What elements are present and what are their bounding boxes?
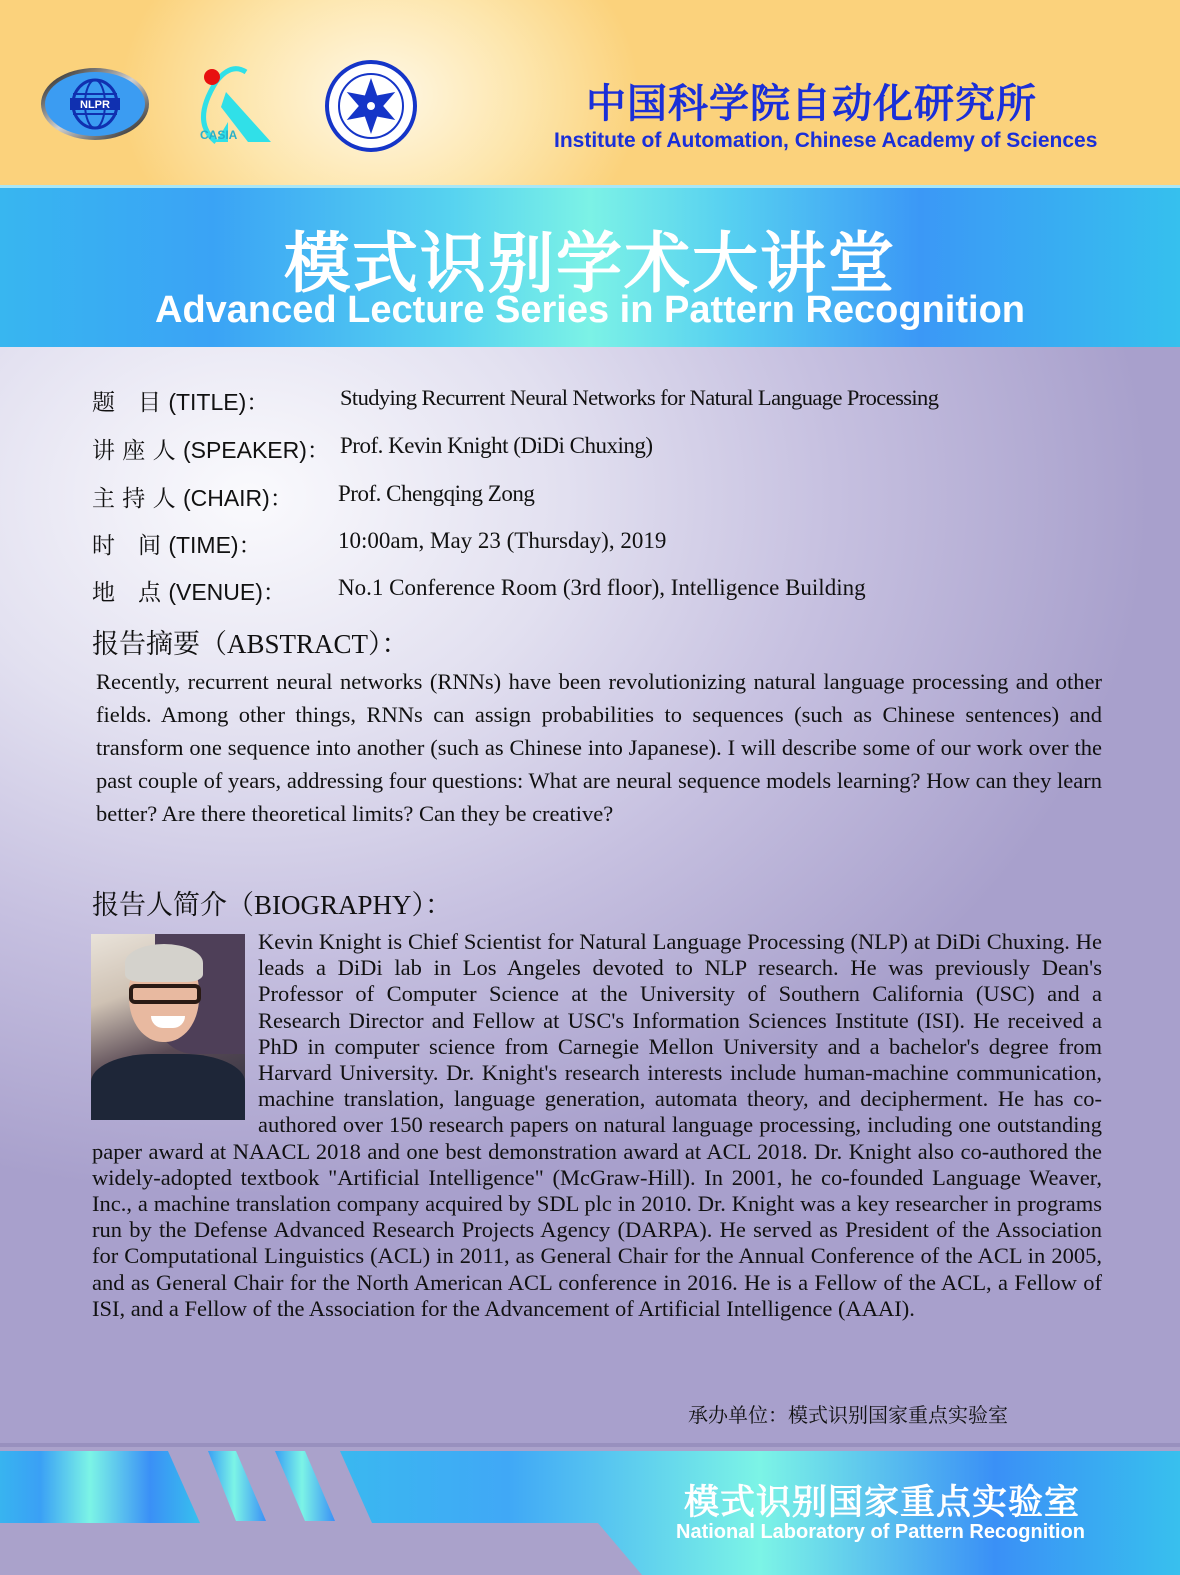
label-cn: 题 目	[92, 390, 161, 416]
label-en: (TIME)：	[168, 532, 262, 558]
label-en: (TITLE)：	[168, 389, 270, 415]
info-label	[92, 574, 286, 607]
lecture-time: 10:00am, May 23 (Thursday), 2019	[338, 528, 667, 553]
info-label	[92, 480, 293, 513]
svg-text:NLPR: NLPR	[80, 99, 110, 111]
biography-block	[92, 929, 1102, 1322]
svg-text:CASIA: CASIA	[200, 128, 238, 142]
speaker-name: Prof. Kevin Knight (DiDi Chuxing)	[340, 433, 653, 458]
label-en: (VENUE)：	[168, 579, 286, 605]
header	[0, 0, 1180, 185]
organizer-text: 承办单位：模式识别国家重点实验室	[688, 1403, 1008, 1427]
series-title-en: Advanced Lecture Series in Pattern Recognition	[155, 289, 1025, 331]
label-en: (SPEAKER)：	[182, 437, 330, 463]
label-en: (CHAIR)：	[182, 485, 293, 511]
institute-name-en: Institute of Automation, Chinese Academy of Sciences	[554, 129, 1098, 152]
lecture-title: Studying Recurrent Neural Networks for Natural Language Processing	[340, 385, 939, 410]
lecture-details	[0, 347, 1180, 1443]
label-cn: 时 间	[92, 533, 161, 559]
biography-text: Kevin Knight is Chief Scientist for Natural Language Processing (NLP) at DiDi Chuxing. He leads a DiDi lab in Los Angeles devoted to NLP research. He was previously Dean's Professor of Computer Science at the University of Southern California (USC) and a Research Director and Fellow at USC's Information Sciences Institute (ISI). He received a PhD in computer science from Carnegie Mellon University and a bachelor's degree from Harvard University. Dr. Knight's research interests include human-machine communication, machine translation, language generation, automata theory, and decipherment. He has co-authored over 150 research papers on natural language processing, including one outstanding paper award at NAACL 2018 and one best demonstration award at ACL 2018. Dr. Knight also co-authored the widely-adopted textbook "Artificial Intelligence" (McGraw-Hill). In 2001, he co-founded Language Weaver, Inc., a machine translation company acquired by SDL plc in 2010. Dr. Knight was a key researcher in programs run by the Defense Advanced Research Projects Agency (DARPA). He served as President of the Association for Computational Linguistics (ACL) in 2011, as General Chair for the Annual Conference of the ACL in 2005, and as General Chair for the North American ACL conference in 2016. He is a Fellow of the ACL, a Fellow of ISI, and a Fellow of the Association for the Advancement of Artificial Intelligence (AAAI).	[92, 929, 1102, 1321]
photo-spacer	[92, 929, 258, 1137]
info-label	[92, 527, 262, 560]
label-cn: 主 持 人	[92, 486, 176, 512]
lab-name-cn: 模式识别国家重点实验室	[684, 1483, 1081, 1523]
info-label	[92, 432, 330, 465]
casia-logo-icon	[186, 62, 276, 148]
abstract-heading: 报告摘要（ABSTRACT）：	[92, 629, 409, 659]
institute-name-cn: 中国科学院自动化研究所	[586, 81, 1037, 127]
cas-logo-icon	[325, 60, 417, 152]
biography-heading: 报告人简介（BIOGRAPHY）：	[92, 890, 453, 920]
nlpr-logo-icon	[40, 67, 150, 141]
lab-name-en: National Laboratory of Pattern Recognition	[676, 1521, 1085, 1543]
footer	[0, 1443, 1180, 1575]
series-title-cn: 模式识别学术大讲堂	[284, 225, 896, 302]
title-banner	[0, 185, 1180, 350]
label-cn: 地 点	[92, 580, 161, 606]
label-cn: 讲 座 人	[92, 438, 176, 464]
chair-name: Prof. Chengqing Zong	[338, 481, 535, 506]
info-label	[92, 384, 269, 417]
lecture-venue: No.1 Conference Room (3rd floor), Intelligence Building	[338, 575, 866, 600]
abstract-text: Recently, recurrent neural networks (RNNs) have been revolutionizing natural language processing and other fields. Among other things, RNNs can assign probabilities to sequences (such as Chinese sentences) and transform one sequence into another (such as Chinese into Japanese). I will describe some of our work over the past couple of years, addressing four questions: What are neural sequence models learning? How can they learn better? Are there theoretical limits? Can they be creative?	[96, 669, 1102, 826]
